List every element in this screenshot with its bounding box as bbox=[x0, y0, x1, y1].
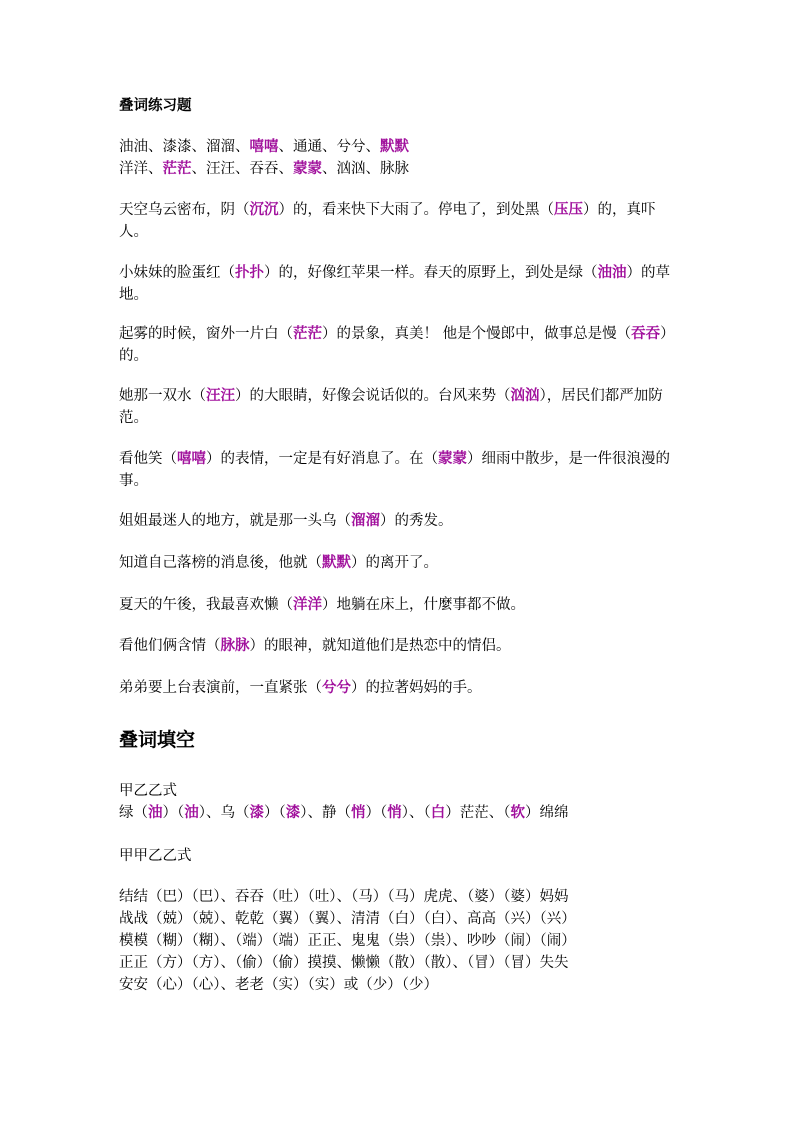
highlighted-answer: 茫茫 bbox=[162, 161, 192, 177]
text-segment: ）的大眼睛，好像会说话似的。台风来势（ bbox=[235, 388, 511, 404]
highlighted-answer: 茫茫 bbox=[293, 326, 322, 342]
sentence-7 bbox=[119, 552, 679, 574]
text-segment: 姐姐最迷人的地方，就是那一头乌（ bbox=[119, 513, 351, 529]
text-segment: ）、静（ bbox=[300, 805, 351, 821]
highlighted-answer: 洋洋 bbox=[293, 597, 322, 613]
text-segment: 起雾的时候，窗外一片白（ bbox=[119, 326, 293, 342]
highlighted-answer: 蒙蒙 bbox=[438, 451, 467, 467]
word-list-line-1 bbox=[119, 136, 679, 158]
pattern-2-line-2: 战战（兢）（兢）、乾乾（翼）（翼）、清清（白）（白）、高高（兴）（兴） bbox=[119, 911, 576, 927]
pattern-2-line-1: 结结（巴）（巴）、吞吞（吐）（吐）、（马）（马）虎虎、（婆）（婆）妈妈 bbox=[119, 889, 569, 905]
sentence-5 bbox=[119, 448, 679, 492]
highlighted-answer: 油 bbox=[148, 805, 163, 821]
text-segment: 洋洋、 bbox=[119, 161, 163, 177]
highlighted-answer: 悄 bbox=[351, 805, 366, 821]
text-segment: ）（ bbox=[365, 805, 388, 821]
text-segment: ）细雨中散步，是一件很浪漫的事。 bbox=[119, 451, 670, 489]
text-segment: 她那一双水（ bbox=[119, 388, 206, 404]
pattern-2-line-4: 正正（方）（方）、（偷）（偷）摸摸、懒懒（散）（散）、（冒）（冒）失失 bbox=[119, 955, 569, 971]
sentence-1 bbox=[119, 199, 679, 243]
sentence-4 bbox=[119, 385, 679, 429]
highlighted-answer: 漆 bbox=[249, 805, 264, 821]
highlighted-answer: 嘻嘻 bbox=[177, 451, 206, 467]
pattern-2-lines bbox=[119, 886, 679, 996]
text-segment: 、汪汪、吞吞、 bbox=[191, 161, 293, 177]
sentence-10 bbox=[119, 677, 679, 699]
text-segment: ）、乌（ bbox=[198, 805, 250, 821]
text-segment: ）（ bbox=[162, 805, 185, 821]
pattern-2-line-3: 模模（糊）（糊）、（端）（端）正正、鬼鬼（祟）（祟）、吵吵（闹）（闹） bbox=[119, 933, 576, 949]
sentence-8 bbox=[119, 594, 679, 616]
text-segment: 知道自己落榜的消息後，他就（ bbox=[119, 555, 322, 571]
text-segment: ）的，好像红苹果一样。春天的原野上，到处是绿（ bbox=[264, 265, 598, 281]
text-segment: ）的景象，真美！ 他是个慢郎中，做事总是慢（ bbox=[322, 326, 632, 342]
highlighted-answer: 脉脉 bbox=[220, 638, 250, 654]
text-segment: 看他笑（ bbox=[119, 451, 177, 467]
text-segment: 绿（ bbox=[119, 805, 148, 821]
text-segment: 天空乌云密布，阴（ bbox=[119, 202, 250, 218]
highlighted-answer: 油 bbox=[184, 805, 199, 821]
highlighted-answer: 溜溜 bbox=[351, 513, 380, 529]
highlighted-answer: 汪汪 bbox=[206, 388, 235, 404]
text-segment: ）（ bbox=[264, 805, 286, 821]
text-segment: ）地躺在床上，什麼事都不做。 bbox=[322, 597, 525, 613]
sentence-2 bbox=[119, 262, 679, 306]
text-segment: 、汹汹、脉脉 bbox=[322, 161, 409, 177]
text-segment: 小妹妹的脸蛋红（ bbox=[119, 265, 235, 281]
text-segment: ）的离开了。 bbox=[351, 555, 438, 571]
highlighted-answer: 默默 bbox=[380, 139, 409, 155]
highlighted-answer: 默默 bbox=[322, 555, 351, 571]
pattern-1-label: 甲乙乙式 bbox=[119, 783, 177, 799]
sentence-9 bbox=[119, 635, 679, 657]
highlighted-answer: 沉沉 bbox=[249, 202, 279, 218]
highlighted-answer: 悄 bbox=[387, 805, 402, 821]
text-segment: ），居民们都严加防范。 bbox=[119, 388, 663, 426]
highlighted-answer: 蒙蒙 bbox=[293, 161, 322, 177]
word-list bbox=[119, 136, 679, 180]
text-segment: 、通通、兮兮、 bbox=[278, 139, 380, 155]
text-segment: ）的，看来快下大雨了。停电了，到处黑（ bbox=[278, 202, 554, 218]
highlighted-answer: 兮兮 bbox=[322, 680, 351, 696]
highlighted-answer: 软 bbox=[510, 805, 525, 821]
text-segment: ）茫茫、（ bbox=[445, 805, 511, 821]
text-segment: ）的。 bbox=[119, 326, 675, 364]
highlighted-answer: 漆 bbox=[285, 805, 301, 821]
text-segment: 看他们俩含情（ bbox=[119, 638, 221, 654]
section-title-fill: 叠词填空 bbox=[119, 729, 196, 751]
text-segment: ）的表情，一定是有好消息了。在（ bbox=[206, 451, 438, 467]
pattern-1 bbox=[119, 780, 679, 824]
sentence-6 bbox=[119, 510, 679, 532]
pattern-2-label: 甲甲乙乙式 bbox=[119, 848, 192, 864]
highlighted-answer: 扑扑 bbox=[235, 265, 264, 281]
text-segment: ）、（ bbox=[401, 805, 431, 821]
highlighted-answer: 汹汹 bbox=[510, 388, 540, 404]
text-segment: ）绵绵 bbox=[525, 805, 569, 821]
text-segment: ）的秀发。 bbox=[380, 513, 453, 529]
sentence-3 bbox=[119, 323, 679, 367]
text-segment: 弟弟要上台表演前，一直紧张（ bbox=[119, 680, 322, 696]
section-title-practice: 叠词练习题 bbox=[119, 98, 192, 114]
pattern-2-line-5: 安安（心）（心）、老老（实）（实）或（少）（少） bbox=[119, 977, 438, 993]
word-list-line-2 bbox=[119, 158, 679, 180]
text-segment: ）的眼神，就知道他们是热恋中的情侣。 bbox=[249, 638, 511, 654]
text-segment: ）的拉著妈妈的手。 bbox=[351, 680, 482, 696]
highlighted-answer: 白 bbox=[430, 805, 446, 821]
highlighted-answer: 吞吞 bbox=[631, 326, 661, 342]
highlighted-answer: 油油 bbox=[597, 265, 627, 281]
pattern-1-line bbox=[119, 802, 679, 824]
text-segment: 夏天的午後，我最喜欢懒（ bbox=[119, 597, 293, 613]
text-segment: ）的草地。 bbox=[119, 265, 670, 303]
highlighted-answer: 嘻嘻 bbox=[249, 139, 279, 155]
highlighted-answer: 压压 bbox=[554, 202, 583, 218]
text-segment: 油油、漆漆、溜溜、 bbox=[119, 139, 250, 155]
text-segment: ）的，真吓人。 bbox=[119, 202, 656, 240]
